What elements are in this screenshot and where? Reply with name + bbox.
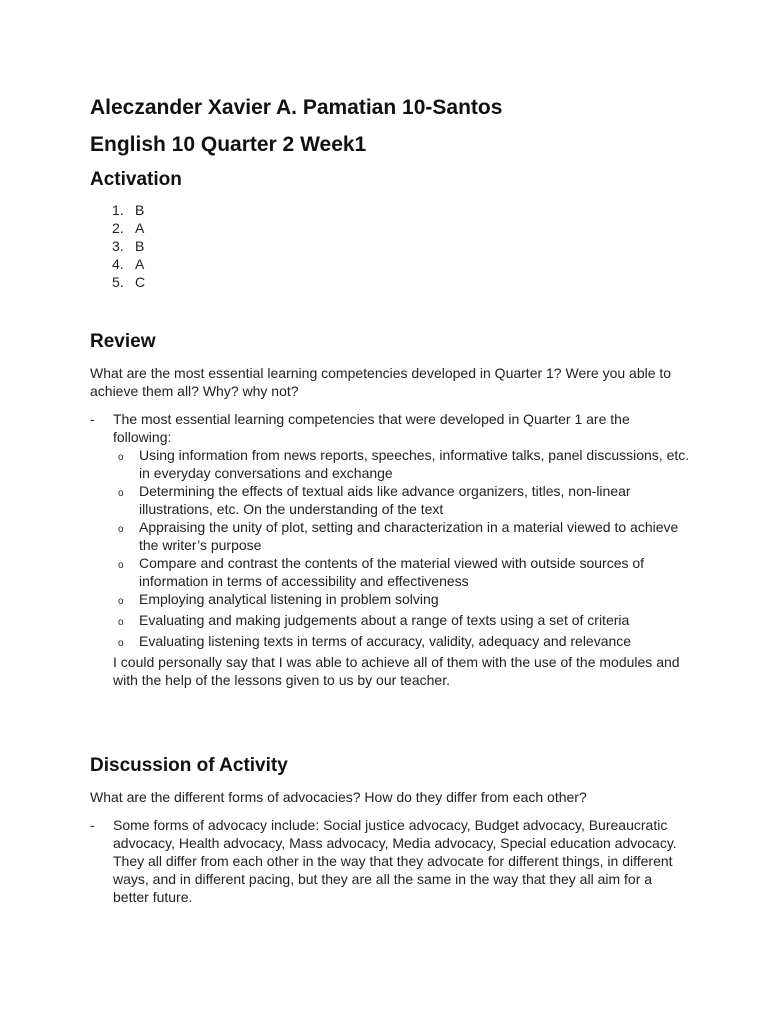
discussion-answer-text: Some forms of advocacy include: Social justice advocacy, Budget advocacy, Bureaucratic advocacy, Health advocacy, Mass advocacy, Media advocacy, Special education advocacy. They all differ from each other in the way that they advocate for different things, in different ways, and in different pacing, but they are all the same in the way that they all aim for a better future.: [113, 817, 677, 905]
review-conclusion: I could personally say that I was able to achieve all of them with the use of the modules and with the help of the lessons given to us by our teacher.: [113, 654, 680, 688]
competency-text: Using information from news reports, speeches, informative talks, panel discussions, etc. in everyday conversations and exchange: [139, 447, 690, 481]
competency-list: [113, 446, 690, 653]
review-answer: [90, 410, 690, 689]
competency-text: Compare and contrast the contents of the material viewed with outside sources of information in terms of accessibility and effectiveness: [139, 555, 645, 589]
list-item: [113, 482, 690, 518]
list-item: [112, 201, 145, 219]
bullet-marker: o: [118, 617, 124, 628]
bullet-marker: o: [118, 488, 124, 499]
discussion-heading: Discussion of Activity: [90, 755, 288, 776]
list-item: [113, 554, 690, 590]
competency-text: Appraising the unity of plot, setting and characterization in a material viewed to achieve the writer’s purpose: [139, 519, 679, 553]
subject-heading: English 10 Quarter 2 Week1: [90, 133, 367, 156]
dash-marker: -: [90, 411, 95, 427]
competency-text: Evaluating listening texts in terms of accuracy, validity, adequacy and relevance: [139, 633, 632, 649]
activation-answer-list: [112, 201, 145, 291]
list-item: [113, 632, 690, 653]
list-item: [113, 590, 690, 611]
competency-text: Determining the effects of textual aids like advance organizers, titles, non-linear illustrations, etc. On the understanding of the text: [139, 483, 631, 517]
item-number: 3.: [112, 238, 124, 254]
bullet-marker: o: [118, 560, 124, 571]
item-answer: A: [135, 256, 145, 272]
item-number: 5.: [112, 274, 124, 290]
bullet-marker: o: [118, 524, 124, 535]
student-name-heading: Aleczander Xavier A. Pamatian 10-Santos: [90, 96, 503, 119]
item-answer: B: [135, 202, 145, 218]
list-item: [113, 518, 690, 554]
list-item: [112, 237, 145, 255]
list-item: [112, 255, 145, 273]
activation-heading: Activation: [90, 169, 182, 190]
review-heading: Review: [90, 331, 156, 352]
discussion-answer: [90, 816, 690, 906]
bullet-marker: o: [118, 596, 124, 607]
list-item: [113, 446, 690, 482]
bullet-marker: o: [118, 638, 124, 649]
list-item: [112, 273, 145, 291]
list-item: [113, 611, 690, 632]
item-answer: A: [135, 220, 145, 236]
competency-text: Employing analytical listening in problem solving: [139, 591, 439, 607]
competency-text: Evaluating and making judgements about a range of texts using a set of criteria: [139, 612, 630, 628]
list-item: [112, 219, 145, 237]
bullet-marker: o: [118, 452, 124, 463]
competencies-intro: The most essential learning competencies that were developed in Quarter 1 are the following:: [113, 411, 630, 445]
item-answer: C: [135, 274, 146, 290]
item-number: 2.: [112, 220, 124, 236]
item-number: 4.: [112, 256, 124, 272]
item-number: 1.: [112, 202, 124, 218]
discussion-question: What are the different forms of advocacies? How do they differ from each other?: [90, 789, 587, 805]
review-answer-body: [113, 410, 690, 689]
dash-marker: -: [90, 817, 95, 833]
review-question: What are the most essential learning competencies developed in Quarter 1? Were you able to achieve them all? Why? why not?: [90, 365, 672, 399]
item-answer: B: [135, 238, 145, 254]
